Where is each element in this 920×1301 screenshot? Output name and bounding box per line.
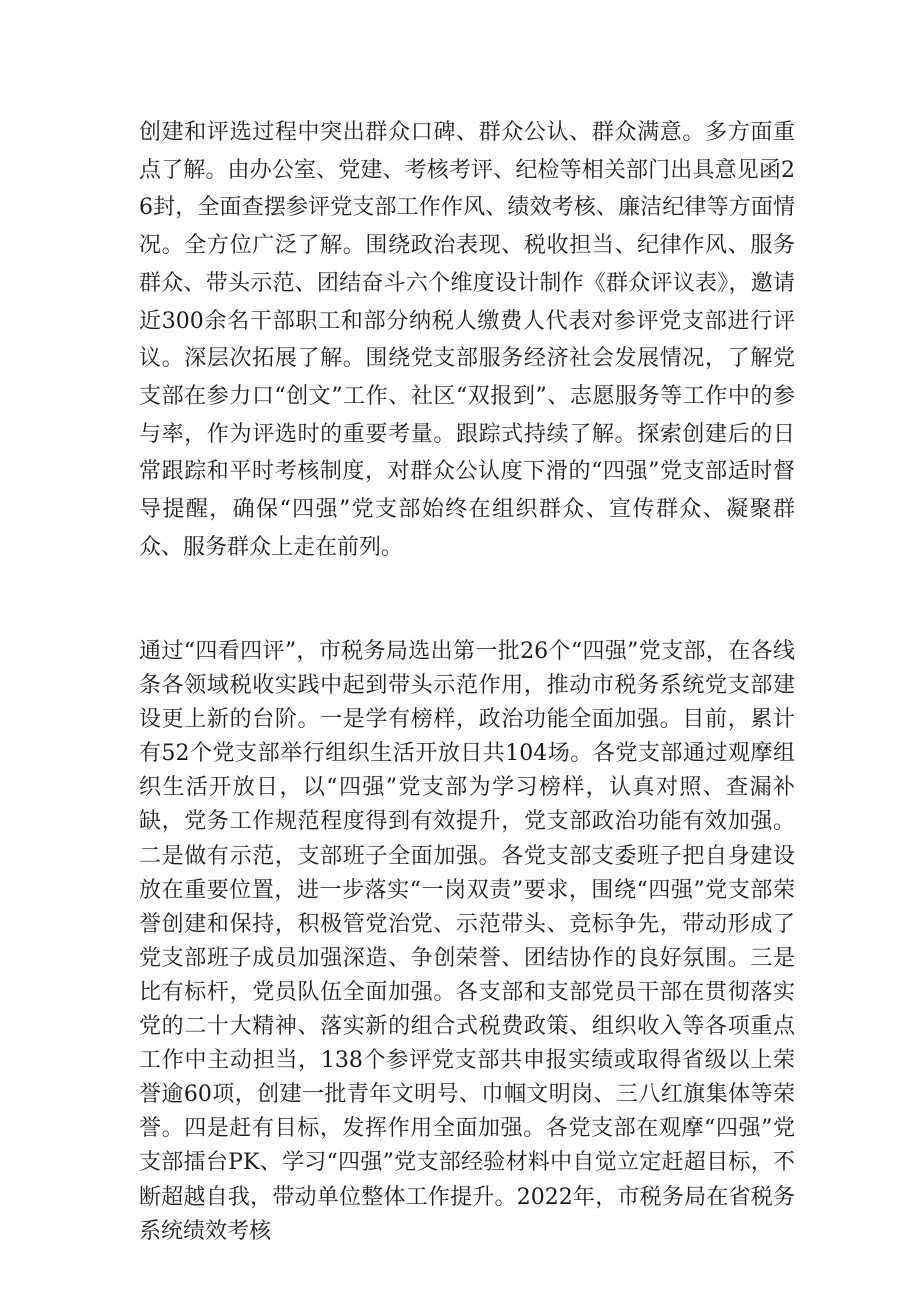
paragraph-1: 创建和评选过程中突出群众口碑、群众公认、群众满意。多方面重点了解。由办公室、党建、考核考评、纪检等相关部门出具意见函26封，全面查摆参评党支部工作作风、绩效考核、廉洁纪律等方面情况。全方位广泛了解。围绕政治表现、税收担当、纪律作风、服务群众、带头示范、团结奋斗六个维度设计制作《群众评议表》，邀请近300余名干部职工和部分纳税人缴费人代表对参评党支部进行评议。深层次拓展了解。围绕党支部服务经济社会发展情况，了解党支部在参力口“创文”工作、社区“双报到”、志愿服务等工作中的参与率，作为评选时的重要考量。跟踪式持续了解。探索创建后的日常跟踪和平时考核制度，对群众公认度下滑的“四强”党支部适时督导提醒，确保“四强”党支部始终在组织群众、宣传群众、凝聚群众、服务群众上走在前列。 [139,120,795,560]
paragraph-2: 通过“四看四评”，市税务局选出第一批26个“四强”党支部，在各线条各领域税收实践中起到带头示范作用，推动市税务系统党支部建设更上新的台阶。一是学有榜样，政治功能全面加强。目前，累计有52个党支部举行组织生活开放日共104场。各党支部通过观摩组织生活开放日，以“四强”党支部为学习榜样，认真对照、查漏补缺，党务工作规范程度得到有效提升，党支部政治功能有效加强。二是做有示范，支部班子全面加强。各党支部支委班子把自身建设放在重要位置，进一步落实“一岗双责”要求，围绕“四强”党支部荣誉创建和保持，积极管党治党、示范带头、竞标争先，带动形成了党支部班子成员加强深造、争创荣誉、团结协作的良好氛围。三是比有标杆，党员队伍全面加强。各支部和支部党员干部在贯彻落实党的二十大精神、落实新的组合式税费政策、组织收入等各项重点工作中主动担当，138个参评党支部共申报实绩或取得省级以上荣誉逾60项，创建一批青年文明号、巾帼文明岗、三八红旗集体等荣誉。四是赶有目标，发挥作用全面加强。各党支部在观摩“四强”党支部擂台PK、学习“四强”党支部经验材料中自觉立定赶超目标，不断超越自我，带动单位整体工作提升。2022年，市税务局在省税务系统绩效考核 [139,639,795,1244]
